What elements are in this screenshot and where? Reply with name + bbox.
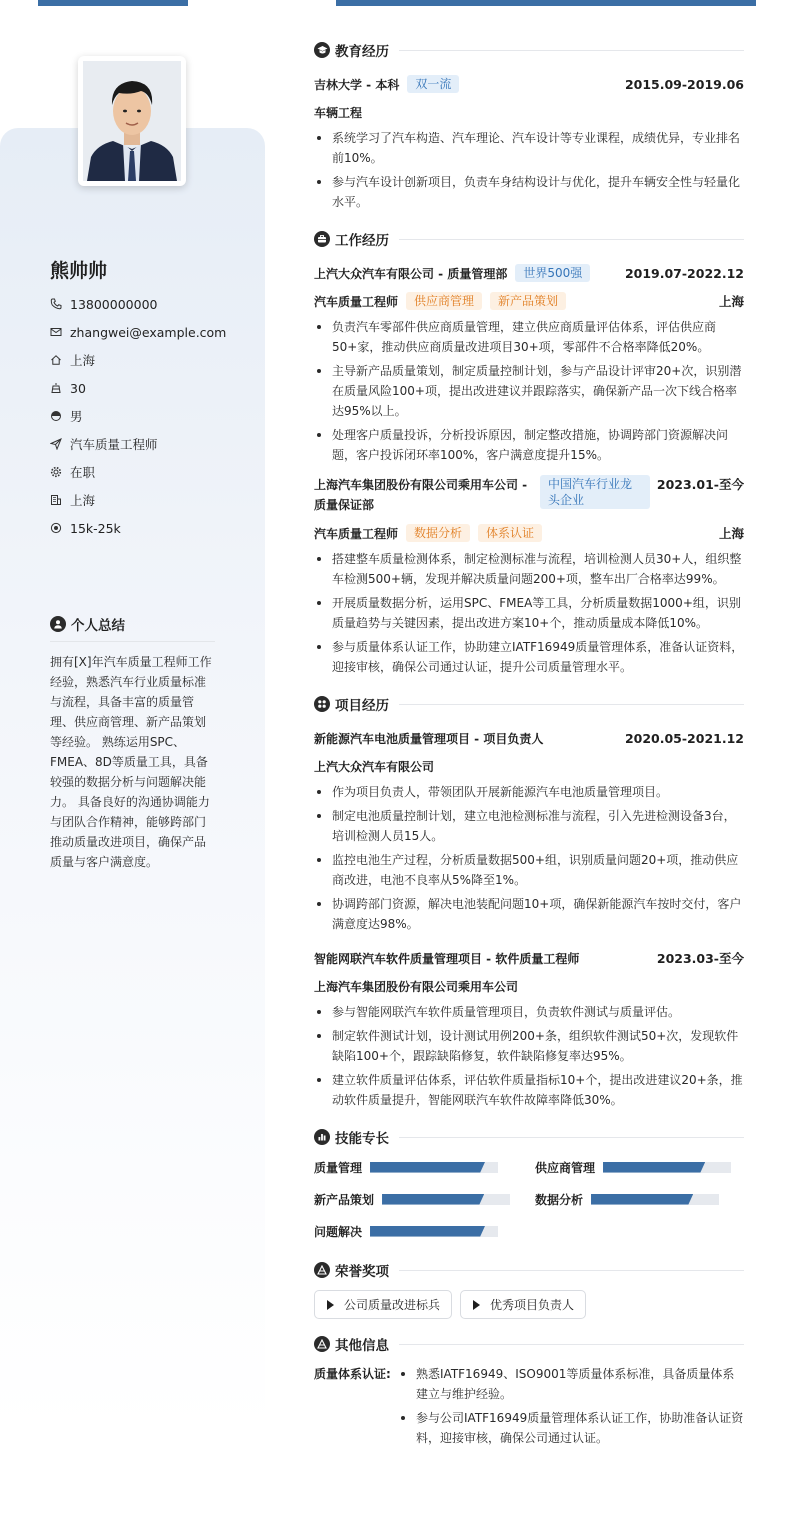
skill-bar bbox=[370, 1162, 498, 1173]
grid-icon bbox=[314, 696, 330, 712]
candidate-name: 熊帅帅 bbox=[50, 260, 108, 282]
work-heading bbox=[314, 227, 744, 251]
target-city-value: 上海 bbox=[70, 493, 96, 508]
skill-bar-fill bbox=[382, 1194, 484, 1205]
section-divider bbox=[399, 1137, 744, 1138]
summary-divider bbox=[50, 641, 215, 642]
skill-bar-fill bbox=[603, 1162, 705, 1173]
skill-item bbox=[314, 1221, 535, 1241]
info-phone bbox=[50, 290, 226, 318]
major-name: 车辆工程 bbox=[314, 105, 363, 120]
project-date: 2020.05-2021.12 bbox=[624, 730, 744, 746]
list-item: 作为项目负责人，带领团队开展新能源汽车电池质量管理项目。 bbox=[314, 782, 744, 802]
send-icon bbox=[50, 438, 62, 450]
section-divider bbox=[399, 239, 744, 240]
job-role: 汽车质量工程师 bbox=[314, 294, 399, 309]
project-name: 智能网联汽车软件质量管理项目 - 软件质量工程师 bbox=[314, 951, 580, 966]
award-label: 优秀项目负责人 bbox=[490, 1298, 575, 1312]
education-date: 2015.09-2019.06 bbox=[624, 76, 744, 92]
skill-bar-fill bbox=[370, 1162, 485, 1173]
job-role: 汽车质量工程师 bbox=[314, 526, 399, 541]
major-row bbox=[314, 98, 744, 126]
top-accent-bar-left bbox=[38, 0, 188, 6]
work-title: 工作经历 bbox=[335, 233, 389, 249]
section-divider bbox=[399, 1270, 744, 1271]
role-tag: 供应商管理 bbox=[406, 292, 482, 310]
school-name: 吉林大学 - 本科 bbox=[314, 77, 400, 92]
skills-grid bbox=[314, 1157, 744, 1241]
list-item: 参与智能网联汽车软件质量管理项目，负责软件测试与质量评估。 bbox=[314, 1002, 744, 1022]
list-item: 开展质量数据分析，运用SPC、FMEA等工具，分析质量数据1000+组，识别质量趋势与关键因素，提出改进方案10+个，推动质量成本降低10%。 bbox=[314, 593, 744, 633]
list-item: 参与公司IATF16949质量管理体系认证工作，协助准备认证资料，迎接审核，确保公司通过认证。 bbox=[398, 1408, 744, 1448]
list-item: 负责汽车零部件供应商质量管理，建立供应商质量评估体系，评估供应商50+家，推动供应商质量改进项目30+项，零部件不合格率降低20%。 bbox=[314, 317, 744, 357]
list-item: 搭建整车质量检测体系，制定检测标准与流程，培训检测人员30+人，组织整车检测500+辆，发现并解决质量问题200+项，整车出厂合格率达99%。 bbox=[314, 549, 744, 589]
info-position bbox=[50, 430, 226, 458]
skill-item bbox=[535, 1157, 744, 1177]
section-divider bbox=[399, 1344, 744, 1345]
skill-name: 新产品策划 bbox=[314, 1192, 375, 1207]
award-badge bbox=[460, 1290, 586, 1319]
job-date: 2019.07-2022.12 bbox=[624, 265, 744, 281]
age-value: 30 bbox=[70, 380, 86, 396]
skill-bar bbox=[382, 1194, 510, 1205]
building-icon bbox=[50, 494, 62, 506]
project-name-row bbox=[314, 724, 744, 752]
gender-value: 男 bbox=[70, 409, 83, 424]
other-title: 其他信息 bbox=[335, 1338, 389, 1354]
email-value: zhangwei@example.com bbox=[70, 324, 227, 340]
info-target-city bbox=[50, 486, 226, 514]
project-name-row bbox=[314, 944, 744, 972]
list-item: 熟悉IATF16949、ISO9001等质量体系标准，具备质量体系建立与维护经验。 bbox=[398, 1364, 744, 1404]
skill-bar bbox=[603, 1162, 731, 1173]
settings-icon bbox=[50, 466, 62, 478]
skill-bar bbox=[591, 1194, 719, 1205]
awards-section bbox=[314, 1258, 744, 1319]
position-value: 汽车质量工程师 bbox=[70, 437, 158, 452]
summary-heading bbox=[50, 614, 125, 634]
phone-icon bbox=[50, 298, 62, 310]
education-section bbox=[314, 38, 744, 212]
project-date: 2023.03-至今 bbox=[656, 951, 744, 966]
info-gender bbox=[50, 402, 226, 430]
info-age bbox=[50, 374, 226, 402]
job-city: 上海 bbox=[718, 526, 744, 541]
other-row bbox=[314, 1364, 744, 1452]
role-tag: 体系认证 bbox=[478, 524, 542, 542]
award-label: 公司质量改进标兵 bbox=[344, 1298, 441, 1312]
skill-name: 供应商管理 bbox=[535, 1160, 596, 1175]
education-bullets bbox=[314, 128, 744, 212]
list-item: 参与汽车设计创新项目，负责车身结构设计与优化，提升车辆安全性与轻量化水平。 bbox=[314, 172, 744, 212]
gender-icon bbox=[50, 410, 62, 422]
skill-bar-fill bbox=[591, 1194, 693, 1205]
awards-heading bbox=[314, 1258, 744, 1282]
list-item: 协调跨部门资源，解决电池装配问题10+项，确保新能源汽车按时交付，客户满意度达98%。 bbox=[314, 894, 744, 934]
project-org: 上汽大众汽车有限公司 bbox=[314, 759, 435, 774]
skill-name: 问题解决 bbox=[314, 1224, 363, 1239]
job-date: 2023.01-至今 bbox=[656, 477, 744, 492]
project-bullets bbox=[314, 1002, 744, 1110]
other-label: 质量体系认证: bbox=[314, 1367, 391, 1381]
education-title: 教育经历 bbox=[335, 44, 389, 60]
skill-item bbox=[314, 1189, 535, 1209]
project-entry bbox=[314, 944, 744, 1110]
other-bullets bbox=[398, 1364, 744, 1452]
job-company-row bbox=[314, 259, 744, 287]
info-icon bbox=[314, 1336, 330, 1352]
other-heading bbox=[314, 1332, 744, 1356]
avatar bbox=[78, 56, 186, 186]
main-content bbox=[314, 38, 744, 1452]
job-bullets bbox=[314, 549, 744, 677]
briefcase-icon bbox=[314, 231, 330, 247]
salary-value: 15k-25k bbox=[70, 520, 121, 536]
mail-icon bbox=[50, 326, 62, 338]
summary-text: 拥有[X]年汽车质量工程师工作经验，熟悉汽车行业质量标准与流程，具备丰富的质量管理、供应商管理、新产品策划等经验。 熟练运用SPC、FMEA、8D等质量工具，具备较强的数据分析与问题解决能力。 具备良好的沟通协调能力与团队合作精神，能够跨部门推动质量改进项目，确保产品质量与客户满意度。 bbox=[50, 655, 212, 869]
info-location bbox=[50, 346, 226, 374]
list-item: 监控电池生产过程，分析质量数据500+组，识别质量问题20+项，推动供应商改进，电池不良率从5%降至1%。 bbox=[314, 850, 744, 890]
project-name: 新能源汽车电池质量管理项目 - 项目负责人 bbox=[314, 731, 544, 746]
project-org: 上海汽车集团股份有限公司乘用车公司 bbox=[314, 979, 519, 994]
skill-name: 数据分析 bbox=[535, 1192, 584, 1207]
skill-item bbox=[314, 1157, 535, 1177]
job-role-row bbox=[314, 287, 744, 315]
user-icon bbox=[50, 616, 66, 632]
role-tag: 数据分析 bbox=[406, 524, 470, 542]
job-company-row bbox=[314, 475, 744, 515]
project-org-row bbox=[314, 752, 744, 780]
list-item: 主导新产品质量策划，制定质量控制计划，参与产品设计评审20+次，识别潜在质量风险100+项，提出改进建议并跟踪落实，确保新产品一次下线合格率达95%以上。 bbox=[314, 361, 744, 421]
skills-title: 技能专长 bbox=[335, 1131, 389, 1147]
job-entry bbox=[314, 475, 744, 677]
info-email bbox=[50, 318, 226, 346]
info-status bbox=[50, 458, 226, 486]
awards-title: 荣誉奖项 bbox=[335, 1264, 389, 1280]
skill-bar bbox=[370, 1226, 498, 1237]
play-icon bbox=[327, 1300, 334, 1310]
list-item: 建立软件质量评估体系，评估软件质量指标10+个，提出改进建议20+条，推动软件质量提升，智能网联汽车软件故障率降低30%。 bbox=[314, 1070, 744, 1110]
work-section bbox=[314, 227, 744, 677]
award-badge bbox=[314, 1290, 452, 1319]
location-value: 上海 bbox=[70, 353, 96, 368]
role-tag: 新产品策划 bbox=[490, 292, 566, 310]
school-tag: 双一流 bbox=[407, 75, 459, 93]
job-entry bbox=[314, 259, 744, 465]
other-section bbox=[314, 1332, 744, 1452]
skill-bar-fill bbox=[370, 1226, 485, 1237]
list-item: 处理客户质量投诉，分析投诉原因，制定整改措施，协调跨部门资源解决问题，客户投诉闭环率100%，客户满意度提升15%。 bbox=[314, 425, 744, 465]
contact-info-list bbox=[50, 290, 226, 542]
skill-name: 质量管理 bbox=[314, 1160, 363, 1175]
projects-section bbox=[314, 692, 744, 1110]
graduation-cap-icon bbox=[314, 42, 330, 58]
list-item: 系统学习了汽车构造、汽车理论、汽车设计等专业课程，成绩优异，专业排名前10%。 bbox=[314, 128, 744, 168]
job-city: 上海 bbox=[718, 294, 744, 309]
top-accent-bar-right bbox=[336, 0, 756, 6]
project-org-row bbox=[314, 972, 744, 1000]
play-icon bbox=[473, 1300, 480, 1310]
info-salary bbox=[50, 514, 226, 542]
phone-value: 13800000000 bbox=[70, 296, 158, 312]
section-divider bbox=[399, 50, 744, 51]
projects-heading bbox=[314, 692, 744, 716]
profile-photo bbox=[83, 61, 181, 181]
home-icon bbox=[50, 354, 62, 366]
education-row bbox=[314, 70, 744, 98]
summary-title: 个人总结 bbox=[71, 618, 125, 634]
section-divider bbox=[399, 704, 744, 705]
company-name: 上汽大众汽车有限公司 - 质量管理部 bbox=[314, 266, 508, 281]
company-tag: 世界500强 bbox=[515, 264, 590, 282]
target-icon bbox=[50, 522, 62, 534]
list-item: 制定软件测试计划，设计测试用例200+条，组织软件测试50+次，发现软件缺陷100+个，跟踪缺陷修复，软件缺陷修复率达95%。 bbox=[314, 1026, 744, 1066]
skills-section bbox=[314, 1125, 744, 1241]
cake-icon bbox=[50, 382, 62, 394]
job-role-row bbox=[314, 519, 744, 547]
project-bullets bbox=[314, 782, 744, 934]
skill-item bbox=[535, 1189, 744, 1209]
bar-chart-icon bbox=[314, 1129, 330, 1145]
list-item: 参与质量体系认证工作，协助建立IATF16949质量管理体系，准备认证资料，迎接审核，确保公司通过认证，提升公司质量管理水平。 bbox=[314, 637, 744, 677]
education-heading bbox=[314, 38, 744, 62]
status-value: 在职 bbox=[70, 465, 96, 480]
skills-heading bbox=[314, 1125, 744, 1149]
awards-list bbox=[314, 1290, 744, 1319]
project-entry bbox=[314, 724, 744, 934]
projects-title: 项目经历 bbox=[335, 698, 389, 714]
list-item: 制定电池质量控制计划，建立电池检测标准与流程，引入先进检测设备3台，培训检测人员15人。 bbox=[314, 806, 744, 846]
award-icon bbox=[314, 1262, 330, 1278]
company-tag: 中国汽车行业龙头企业 bbox=[540, 475, 650, 509]
company-name: 上海汽车集团股份有限公司乘用车公司 - 质量保证部 bbox=[314, 478, 528, 512]
job-bullets bbox=[314, 317, 744, 465]
